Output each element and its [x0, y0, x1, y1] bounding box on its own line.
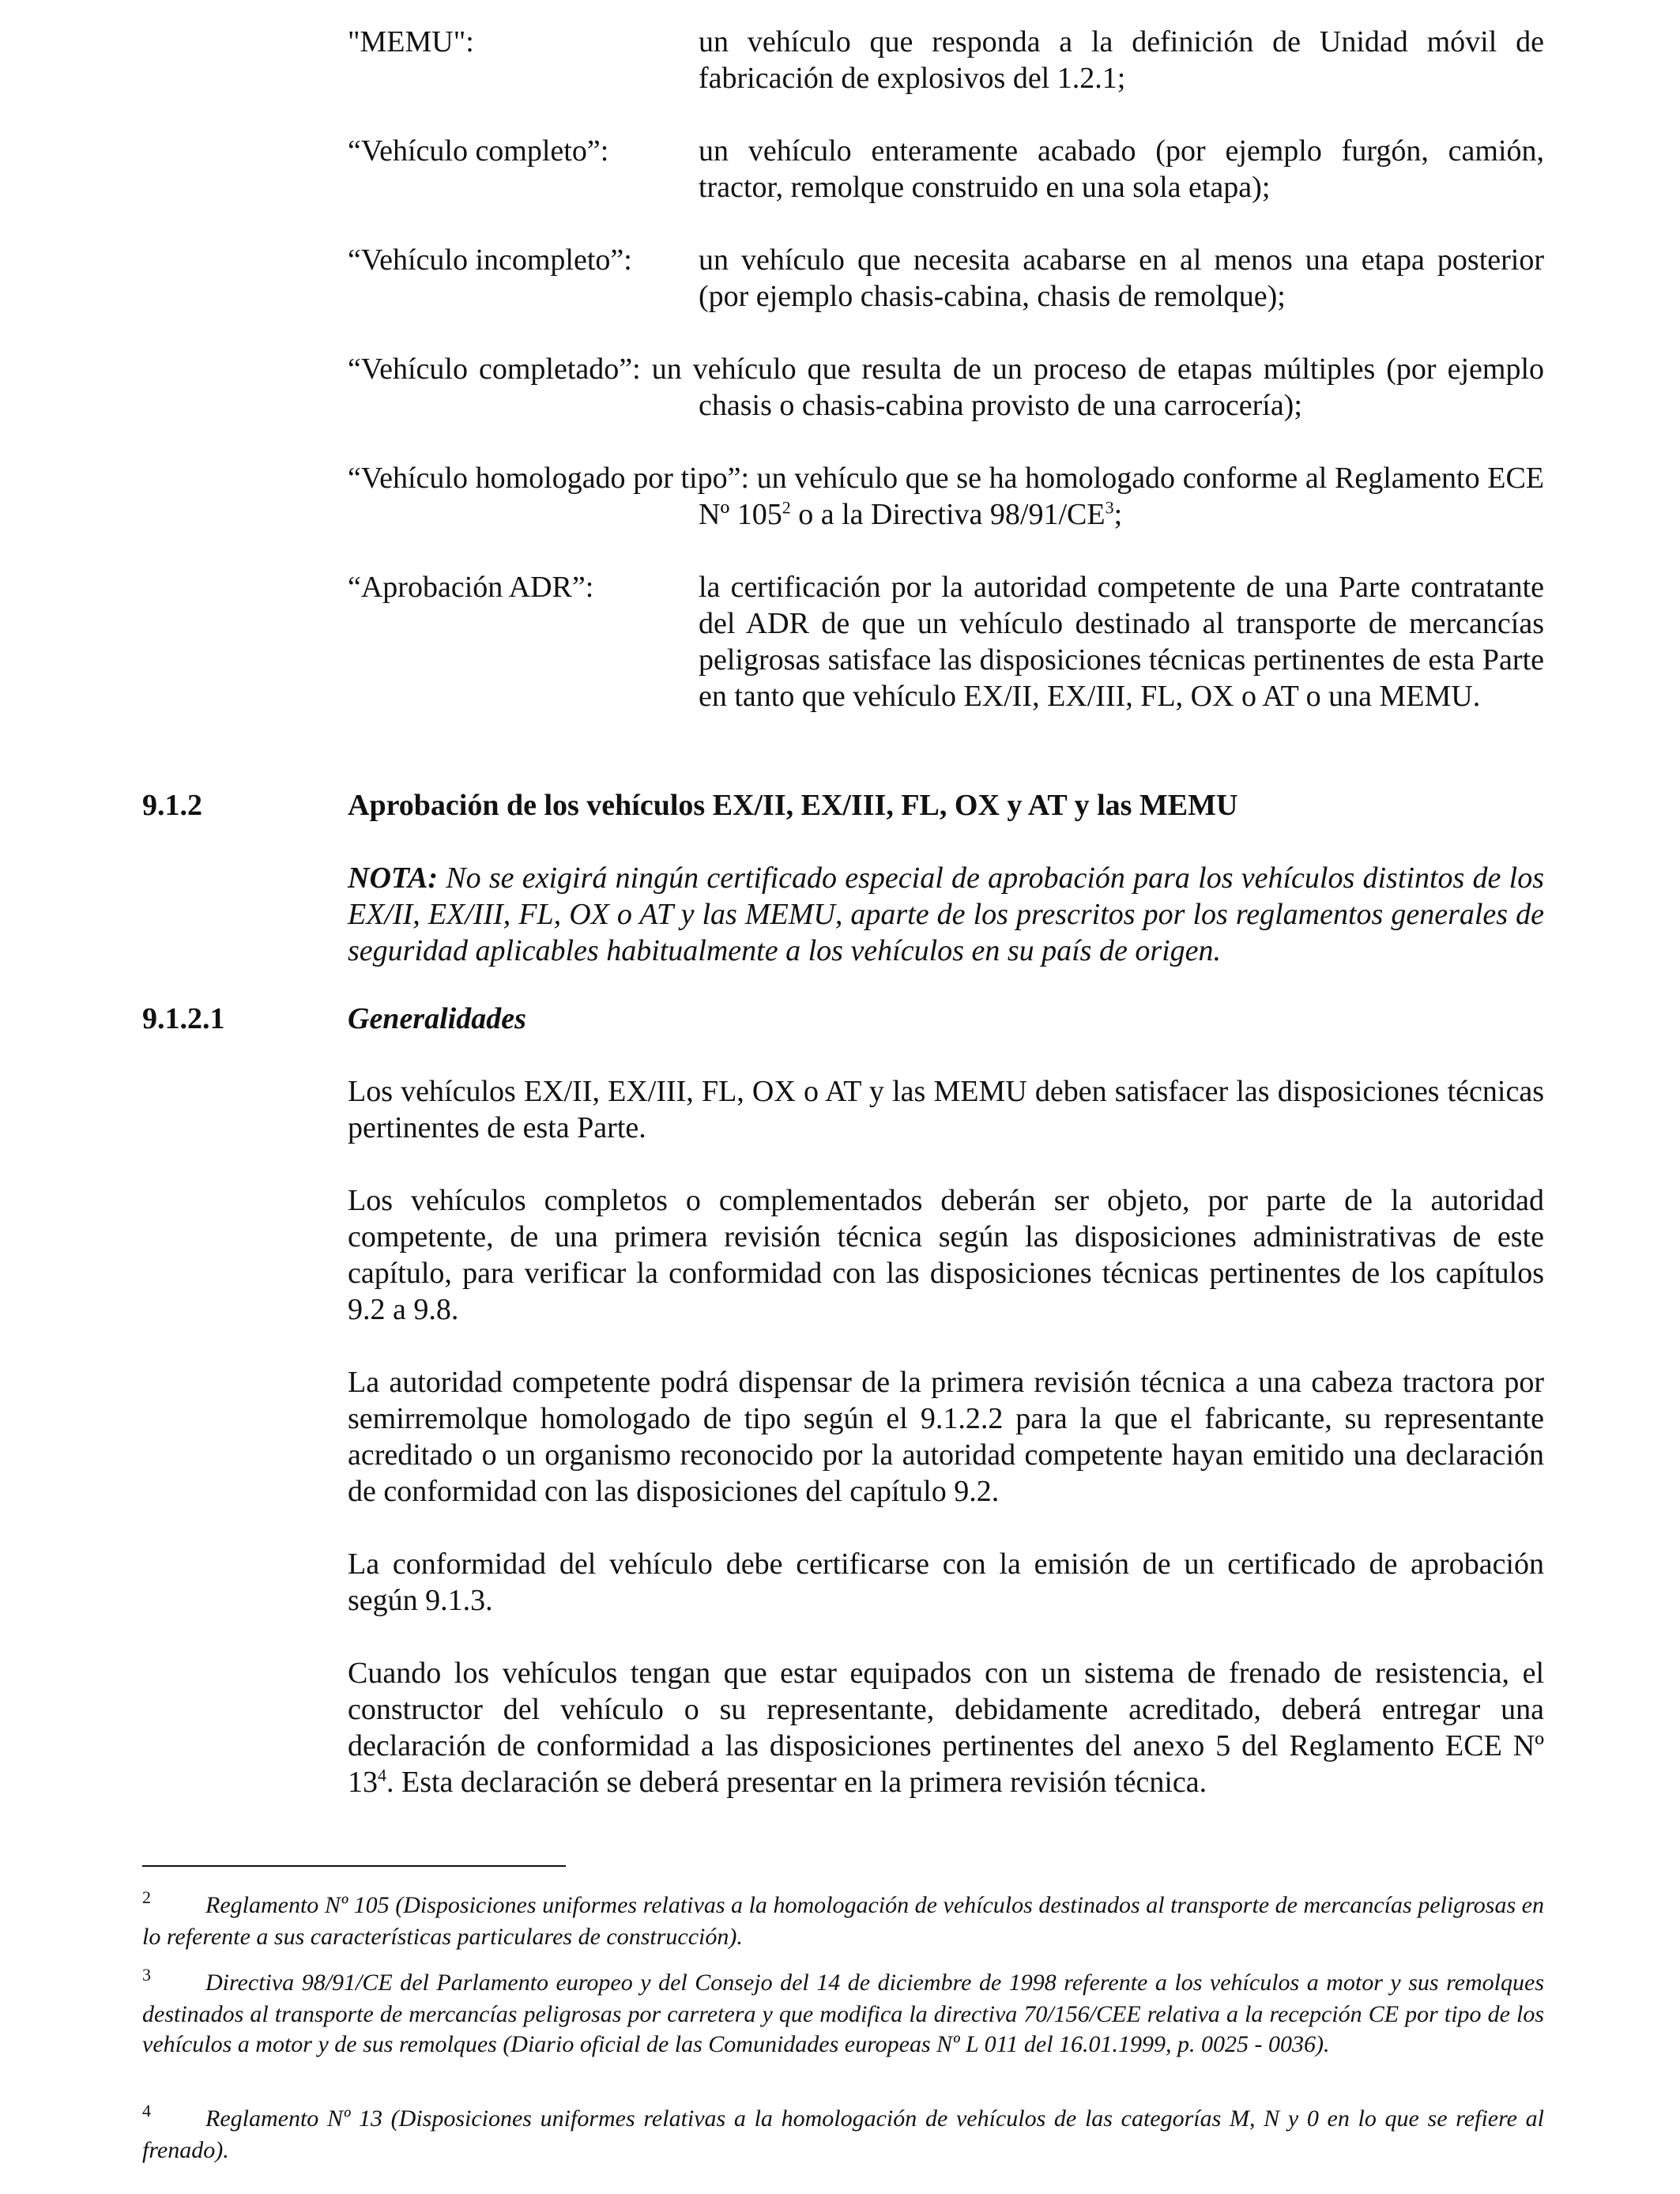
footnote-ref-4[interactable]: 4 — [378, 1765, 386, 1785]
footnote-text: Reglamento Nº 13 (Disposiciones uniformes relativas a la homologación de vehículos de las categorías M, N y 0 en lo que se refiere al frenado). — [142, 2105, 1544, 2163]
definition-description: un vehículo que resulta de un proceso de etapas múltiples (por ejemplo chasis o chasis-cabina provisto de una carrocería); — [651, 352, 1545, 422]
definition-vehiculo-incompleto — [348, 242, 1544, 315]
definition-description-part: o a la Directiva 98/91/CE — [790, 498, 1106, 531]
body-paragraph-part: Cuando los vehículos tengan que estar equipados con un sistema de frenado de resistencia, el constructor del vehículo o su representante, debidamente acreditado, deberá entregar una declaración de conformidad a las disposiciones pertinentes del anexo 5 del Reglamento ECE Nº 13 — [348, 1657, 1544, 1799]
definition-description: la certificación por la autoridad competente de una Parte contratante del ADR de que un vehículo destinado al transporte de mercancías peligrosas satisface las disposiciones técnicas pertinentes de esta Parte en tanto que vehículo EX/II, EX/III, FL, OX o AT o una MEMU. — [699, 571, 1544, 713]
note-paragraph — [348, 860, 1544, 969]
definition-vehiculo-completo — [348, 133, 1544, 205]
body-paragraph — [348, 1655, 1544, 1800]
footnote-text: Directiva 98/91/CE del Parlamento europeo y del Consejo del 14 de diciembre de 1998 referente a los vehículos a motor y sus remolques destinados al transporte de mercancías peligrosas por carretera y que modifica la directiva 70/156/CEE relativa a la recepción CE por tipo de los vehículos a motor y de sus remolques (Diario oficial de las Comunidades europeas Nº L 011 del 16.01.1999, p. 0025 - 0036). — [142, 1970, 1544, 2057]
note-label: NOTA: — [348, 861, 438, 895]
footnote-mark: 3 — [142, 1965, 151, 1985]
definition-term: “Vehículo incompleto”: — [348, 243, 632, 277]
section-title: Aprobación de los vehículos EX/II, EX/III, FL, OX y AT y las MEMU — [348, 789, 1238, 822]
section-number: 9.1.2.1 — [142, 1002, 225, 1035]
footnote-2 — [142, 1887, 1544, 1952]
section-title: Generalidades — [348, 1002, 526, 1035]
footnote-ref-3[interactable]: 3 — [1105, 497, 1114, 518]
definition-term: “Vehículo completo”: — [348, 134, 609, 168]
definition-description: un vehículo que necesita acabarse en al menos una etapa posterior (por ejemplo chasis-cabina, chasis de remolque); — [699, 243, 1544, 313]
definition-description: un vehículo enteramente acabado (por ejemplo furgón, camión, tractor, remolque construido en una sola etapa); — [699, 134, 1544, 204]
footnote-ref-2[interactable]: 2 — [782, 497, 791, 518]
footnote-mark: 4 — [142, 2101, 151, 2120]
section-number: 9.1.2 — [142, 789, 202, 822]
footnote-text: Reglamento Nº 105 (Disposiciones uniformes relativas a la homologación de vehículos destinados al transporte de mercancías peligrosas en lo referente a sus características particulares de construcción). — [142, 1892, 1544, 1950]
definition-term: "MEMU": — [348, 25, 474, 58]
definition-description: un vehículo que responda a la definición de Unidad móvil de fabricación de explosivos del 1.2.1; — [699, 25, 1544, 95]
body-paragraph: La conformidad del vehículo debe certificarse con la emisión de un certificado de aprobación según 9.1.3. — [348, 1547, 1544, 1617]
note-text: No se exigirá ningún certificado especial de aprobación para los vehículos distintos de los EX/II, EX/III, FL, OX o AT y las MEMU, aparte de los prescritos por los reglamentos generales de seguridad aplicables habitualmente a los vehículos en su país de origen. — [348, 861, 1544, 967]
footnote-divider — [142, 1865, 566, 1867]
definition-vehiculo-homologado — [348, 460, 1544, 533]
footnote-3 — [142, 1965, 1544, 2060]
definition-description-part: ; — [1113, 498, 1123, 531]
definition-text — [348, 351, 1544, 424]
definition-term: “Vehículo homologado por tipo”: — [348, 462, 750, 495]
definition-aprobacion-adr — [348, 569, 1544, 714]
body-paragraph: Los vehículos completos o complementados deberán ser objeto, por parte de la autoridad competente, de una primera revisión técnica según las disposiciones administrativas de este capítulo, para verificar la conformidad con las disposiciones técnicas pertinentes de los capítulos 9.2 a 9.8. — [348, 1184, 1544, 1326]
definition-term: “Vehículo completado”: — [348, 352, 641, 386]
definition-text — [348, 460, 1544, 533]
definition-vehiculo-completado — [348, 351, 1544, 424]
body-paragraph: La autoridad competente podrá dispensar de la primera revisión técnica a una cabeza tractora por semirremolque homologado de tipo según el 9.1.2.2 para la que el fabricante, su representante acreditado o un organismo reconocido por la autoridad competente hayan emitido una declaración de conformidad con las disposiciones del capítulo 9.2. — [348, 1366, 1544, 1508]
body-paragraph: Los vehículos EX/II, EX/III, FL, OX o AT y las MEMU deben satisfacer las disposiciones técnicas pertinentes de esta Parte. — [348, 1075, 1544, 1144]
footnote-mark: 2 — [142, 1887, 151, 1907]
definition-description-part: un vehículo que se ha homologado conforme al Reglamento ECE Nº 105 — [699, 462, 1545, 531]
definition-memu — [348, 24, 1544, 96]
body-paragraph-part: . Esta declaración se deberá presentar en la primera revisión técnica. — [386, 1766, 1207, 1799]
footnote-4 — [142, 2101, 1544, 2166]
definition-term: “Aprobación ADR”: — [348, 571, 594, 604]
